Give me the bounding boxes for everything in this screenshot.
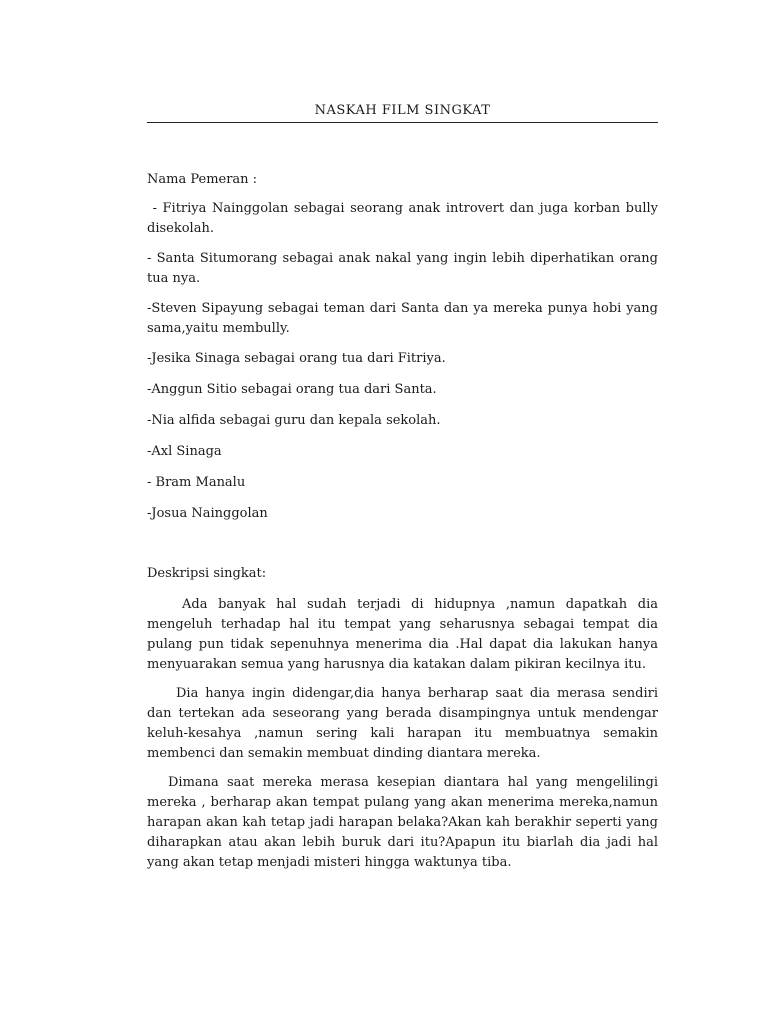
cast-item: -Josua Nainggolan [147, 506, 268, 521]
description-paragraph: Dia hanya ingin didengar,dia hanya berharap saat dia merasa sendiri dan tertekan ada seseorang yang berada disampingnya untuk mendengar keluh-kesahya ,namun sering kali harapan itu membuatnya semakin membenci dan semakin membuat dinding diantara mereka. [147, 686, 658, 761]
title-underline [147, 122, 658, 123]
cast-item: -Nia alfida sebagai guru dan kepala sekolah. [147, 413, 441, 428]
cast-item: -Axl Sinaga [147, 444, 222, 459]
document-body [147, 170, 663, 882]
cast-item: - Santa Situmorang sebagai anak nakal yang ingin lebih diperhatikan orang tua nya. [147, 251, 658, 286]
cast-item: - Fitriya Nainggolan sebagai seorang anak introvert dan juga korban bully disekolah. [147, 201, 663, 236]
cast-heading: Nama Pemeran : [147, 172, 258, 187]
description-paragraph: Ada banyak hal sudah terjadi di hidupnya ,namun dapatkah dia mengeluh terhadap hal itu tempat yang seharusnya sebagai tempat dia pulang pun tidak sepenuhnya menerima dia .Hal dapat dia lakukan hanya menyuarakan semua yang harusnya dia katakan dalam pikiran kecilnya itu. [147, 597, 658, 672]
cast-item: -Steven Sipayung sebagai teman dari Santa dan ya mereka punya hobi yang sama,yaitu membully. [147, 301, 658, 336]
cast-item: -Jesika Sinaga sebagai orang tua dari Fitriya. [147, 351, 446, 366]
cast-item: - Bram Manalu [147, 475, 246, 490]
cast-item: -Anggun Sitio sebagai orang tua dari Santa. [147, 382, 437, 397]
description-paragraph: Dimana saat mereka merasa kesepian diantara hal yang mengelilingi mereka , berharap akan tempat pulang yang akan menerima mereka,namun harapan akan kah tetap jadi harapan belaka?Akan kah berakhir seperti yang diharapkan atau akan lebih buruk dari itu?Apapun itu biarlah dia jadi hal yang akan tetap menjadi misteri hingga waktunya tiba. [147, 775, 658, 870]
document-title: NASKAH FILM SINGKAT [314, 103, 491, 118]
description-heading: Deskripsi singkat: [147, 566, 267, 581]
